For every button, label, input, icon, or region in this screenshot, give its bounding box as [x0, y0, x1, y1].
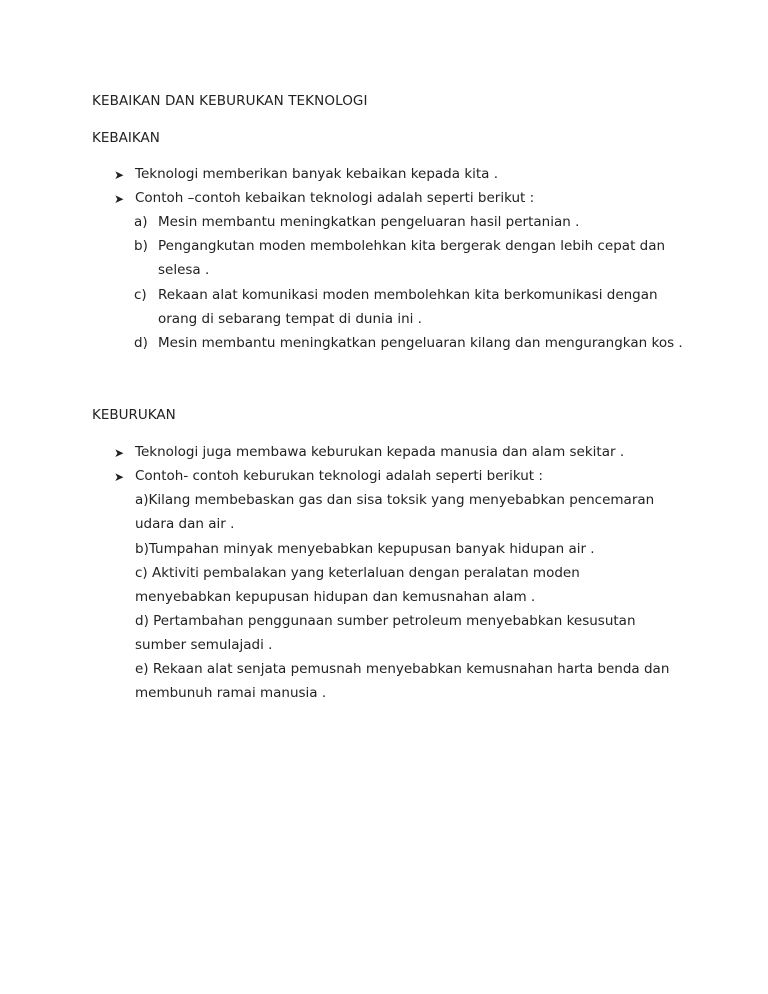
document-title: KEBAIKAN DAN KEBURUKAN TEKNOLOGI — [92, 93, 368, 109]
arrow-bullet-icon: ➤ — [114, 192, 125, 206]
list-item-text: Mesin membantu meningkatkan pengeluaran kilang dan mengurangkan kos . — [158, 335, 683, 351]
list-marker: b) — [134, 238, 148, 254]
list-marker: d) — [134, 335, 148, 351]
list-item-text: c) Aktiviti pembalakan yang keterlaluan dengan peralatan moden — [135, 565, 580, 581]
bullet-text: Contoh- contoh keburukan teknologi adalah seperti berikut : — [135, 468, 543, 484]
arrow-bullet-icon: ➤ — [114, 446, 125, 460]
bullet-text: Contoh –contoh kebaikan teknologi adalah seperti berikut : — [135, 190, 535, 206]
bullet-text: Teknologi memberikan banyak kebaikan kepada kita . — [135, 166, 499, 182]
list-item-text: b)Tumpahan minyak menyebabkan kepupusan banyak hidupan air . — [135, 541, 595, 557]
list-marker: a) — [134, 214, 148, 230]
list-item-text: selesa . — [158, 262, 210, 278]
list-item-text: d) Pertambahan penggunaan sumber petroleum menyebabkan kesusutan — [135, 613, 636, 629]
list-item-text: sumber semulajadi . — [135, 637, 273, 653]
list-item-text: menyebabkan kepupusan hidupan dan kemusnahan alam . — [135, 589, 536, 605]
arrow-bullet-icon: ➤ — [114, 168, 125, 182]
list-marker: c) — [134, 287, 147, 303]
list-item-text: Pengangkutan moden membolehkan kita bergerak dengan lebih cepat dan — [158, 238, 666, 254]
list-item-text: membunuh ramai manusia . — [135, 685, 327, 701]
list-item-text: a)Kilang membebaskan gas dan sisa toksik yang menyebabkan pencemaran — [135, 492, 655, 508]
bullet-text: Teknologi juga membawa keburukan kepada manusia dan alam sekitar . — [135, 444, 625, 460]
list-item-text: e) Rekaan alat senjata pemusnah menyebabkan kemusnahan harta benda dan — [135, 661, 670, 677]
list-item-text: orang di sebarang tempat di dunia ini . — [158, 311, 422, 327]
section-heading-kebaikan: KEBAIKAN — [92, 130, 160, 146]
section-heading-keburukan: KEBURUKAN — [92, 407, 176, 423]
list-item-text: Rekaan alat komunikasi moden membolehkan kita berkomunikasi dengan — [158, 287, 658, 303]
list-item-text: Mesin membantu meningkatkan pengeluaran hasil pertanian . — [158, 214, 580, 230]
arrow-bullet-icon: ➤ — [114, 470, 125, 484]
list-item-text: udara dan air . — [135, 516, 235, 532]
